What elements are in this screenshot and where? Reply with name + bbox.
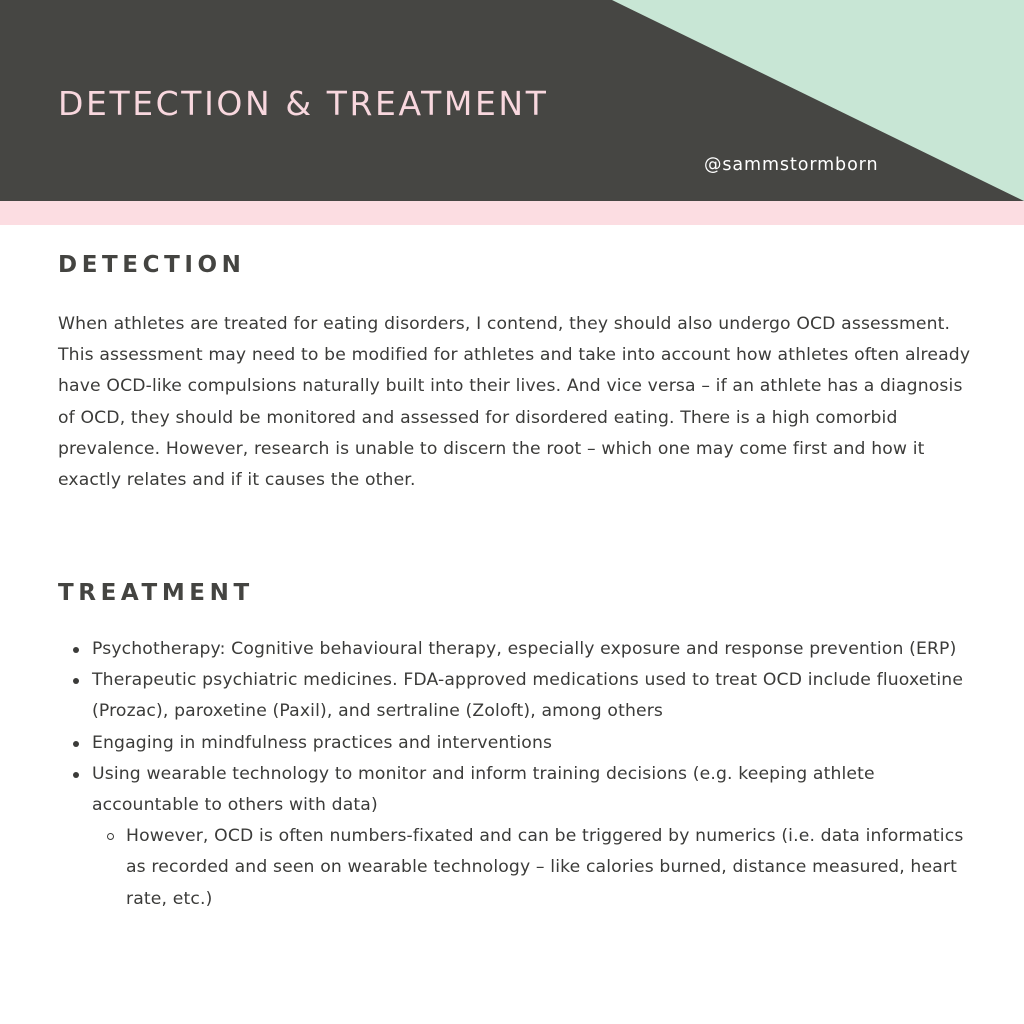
treatment-heading: TREATMENT	[58, 580, 254, 606]
treatment-item-wearable	[58, 759, 978, 915]
page-title: DETECTION & TREATMENT	[58, 84, 549, 123]
pink-divider	[0, 201, 1024, 225]
detection-paragraph: When athletes are treated for eating disorders, I contend, they should also undergo OCD assessment. This assessment may need to be modified for athletes and take into account how athletes often already have OCD-like compulsions naturally built into their lives. And vice versa – if an athlete has a diagnosis of OCD, they should be monitored and assessed for disordered eating. There is a high comorbid prevalence. However, research is unable to discern the root – which one may come first and how it exactly relates and if it causes the other.	[58, 314, 971, 491]
treatment-subitem: However, OCD is often numbers-fixated and can be triggered by numerics (i.e. data informatics as recorded and seen on wearable technology – like calories burned, distance measured, heart rate, etc.)	[92, 821, 978, 915]
treatment-sublist	[92, 821, 978, 915]
treatment-item: Therapeutic psychiatric medicines. FDA-approved medications used to treat OCD include fluoxetine (Prozac), paroxetine (Paxil), and sertraline (Zoloft), among others	[58, 665, 978, 727]
detection-heading: DETECTION	[58, 252, 246, 278]
author-handle: @sammstormborn	[704, 155, 879, 175]
treatment-item-text: Using wearable technology to monitor and inform training decisions (e.g. keeping athlete accountable to others with data)	[92, 763, 875, 816]
treatment-item: Psychotherapy: Cognitive behavioural therapy, especially exposure and response prevention (ERP)	[58, 634, 978, 665]
treatment-item: Engaging in mindfulness practices and interventions	[58, 728, 978, 759]
header-banner	[0, 0, 1024, 201]
treatment-list	[58, 634, 978, 915]
